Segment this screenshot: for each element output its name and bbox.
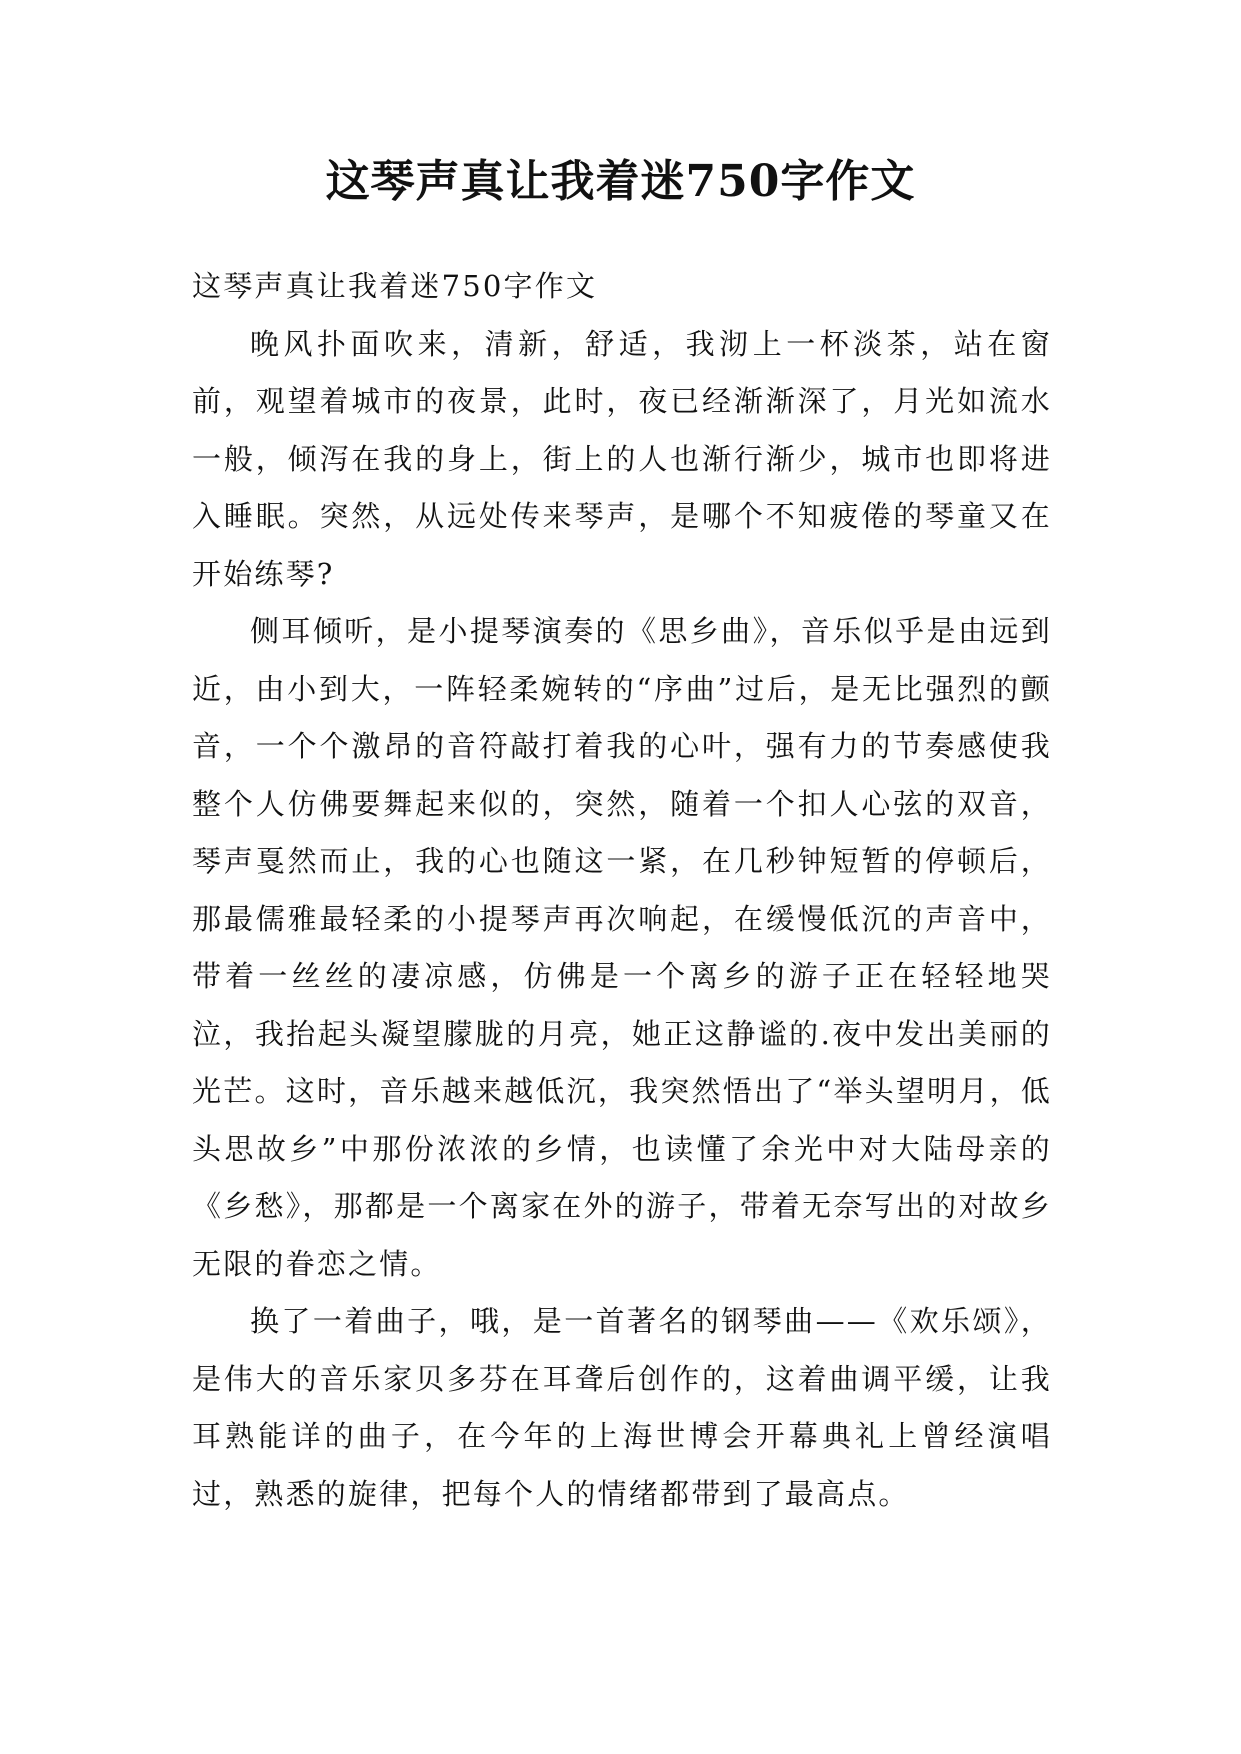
document-title: 这琴声真让我着迷750字作文	[325, 156, 916, 207]
document-subtitle: 这琴声真让我着迷750字作文	[192, 269, 598, 303]
paragraph: 侧耳倾听，是小提琴演奏的《思乡曲》，音乐似乎是由远到近，由小到大，一阵轻柔婉转的“序曲”过后，是无比强烈的颤音，一个个激昂的音符敲打着我的心叶，强有力的节奏感使我整个人仿佛要舞起来似的，突然，随着一个扣人心弦的双音，琴声戛然而止，我的心也随这一紧，在几秒钟短暂的停顿后，那最儒雅最轻柔的小提琴声再次响起，在缓慢低沉的声音中，带着一丝丝的凄凉感，仿佛是一个离乡的游子正在轻轻地哭泣，我抬起头凝望朦胧的月亮，她正这静谧的.夜中发出美丽的光芒。这时，音乐越来越低沉，我突然悟出了“举头望明月，低头思故乡”中那份浓浓的乡情，也读懂了余光中对大陆母亲的《乡愁》，那都是一个离家在外的游子，带着无奈写出的对故乡无限的眷恋之情。	[192, 614, 1052, 1281]
paragraph: 晚风扑面吹来，清新，舒适，我沏上一杯淡茶，站在窗前，观望着城市的夜景，此时，夜已经渐渐深了，月光如流水一般，倾泻在我的身上，街上的人也渐行渐少，城市也即将进入睡眠。突然，从远处传来琴声，是哪个不知疲倦的琴童又在开始练琴?	[192, 326, 1052, 591]
document-body	[192, 258, 1052, 1523]
paragraph: 换了一着曲子，哦，是一首著名的钢琴曲——《欢乐颂》，是伟大的音乐家贝多芬在耳聋后创作的，这着曲调平缓，让我耳熟能详的曲子，在今年的上海世博会开幕典礼上曾经演唱过，熟悉的旋律，把每个人的情绪都带到了最高点。	[192, 1304, 1052, 1511]
